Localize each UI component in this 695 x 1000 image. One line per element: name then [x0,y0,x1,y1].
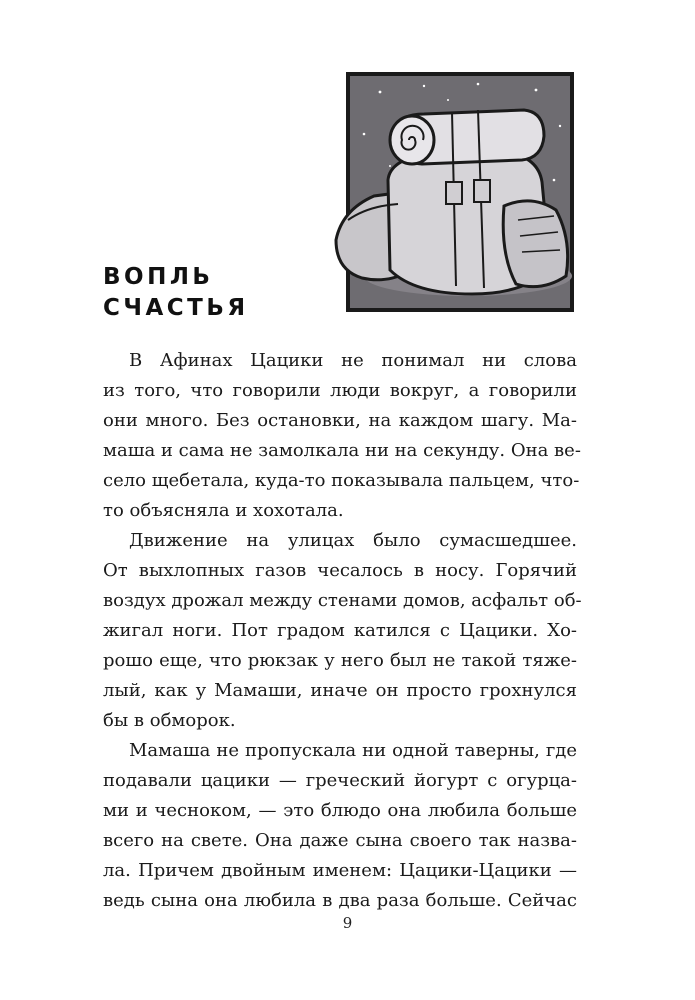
text-line: из того, что говорили люди вокруг, а говорили [103,380,577,401]
text-line: то объясняла и хохотала. [103,500,344,521]
text-line: ла. Причем двойным именем: Цацики-Цацики — [103,860,577,881]
chapter-title [103,262,249,324]
text-line: всего на свете. Она даже сына своего так назва- [103,830,577,851]
text-line: В Афинах Цацики не понимал ни слова [129,350,577,371]
chapter-title-line-2: СЧАСТЬЯ [103,295,249,321]
text-line: Движение на улицах было сумасшедшее. [129,530,577,551]
text-line: ведь сына она любила в два раза больше. Сейчас [103,890,577,911]
text-line: От выхлопных газов чесалось в носу. Горячий [103,560,577,581]
text-line: бы в обморок. [103,710,236,731]
text-line: Мамаша не пропускала ни одной таверны, где [129,740,577,761]
text-line: лый, как у Мамаши, иначе он просто грохнулся [103,680,577,701]
body-text [103,346,582,916]
text-line: воздух дрожал между стенами домов, асфальт об- [103,590,582,611]
backpack-illustration [328,70,576,316]
text-line: село щебетала, куда-то показывала пальцем, что- [103,470,580,491]
text-line: ми и чесноком, — это блюдо она любила больше [103,800,577,821]
text-line: они много. Без остановки, на каждом шагу. Ма- [103,410,577,431]
text-line: маша и сама не замолкала ни на секунду. Она ве- [103,440,581,461]
chapter-title-line-1: ВОПЛЬ [103,264,214,290]
page-number: 9 [342,914,353,932]
text-line: подавали цацики — греческий йогурт с огурца- [103,770,577,791]
text-line: рошо еще, что рюкзак у него был не такой тяже- [103,650,577,671]
text-line: жигал ноги. Пот градом катился с Цацики. Хо- [103,620,577,641]
